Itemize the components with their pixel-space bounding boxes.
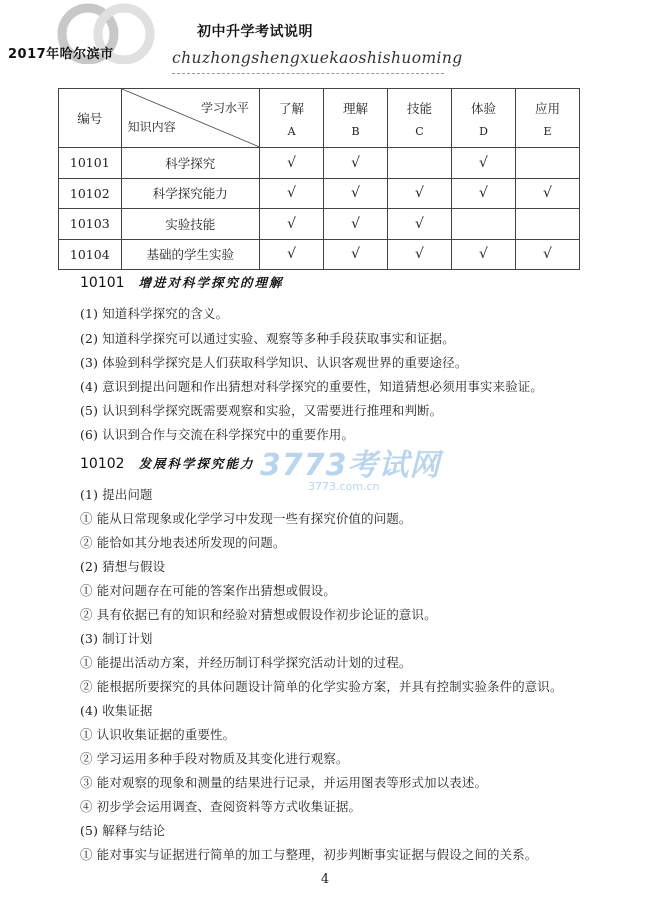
check-cell bbox=[515, 148, 579, 179]
table-row bbox=[59, 209, 580, 240]
check-cell: √ bbox=[388, 239, 452, 270]
row-code: 10103 bbox=[59, 209, 122, 240]
paragraph: ① 能对问题存在可能的答案作出猜想或假设。 bbox=[80, 583, 336, 598]
header-year-city: 2017年哈尔滨市 bbox=[8, 47, 114, 62]
check-cell: √ bbox=[324, 178, 388, 209]
page-number: 4 bbox=[320, 872, 330, 887]
paragraph: (3) 制订计划 bbox=[80, 631, 153, 646]
level-letter: A bbox=[287, 124, 296, 138]
level-name: 应用 bbox=[534, 100, 560, 116]
level-name: 理解 bbox=[343, 100, 369, 116]
check-cell bbox=[515, 209, 579, 240]
paragraph: ② 能根据所要探究的具体问题设计简单的化学实验方案，并具有控制实验条件的意识。 bbox=[80, 679, 563, 694]
level-letter: B bbox=[351, 124, 360, 138]
level-name: 体验 bbox=[470, 100, 496, 116]
paragraph: ④ 初步学会运用调查、查阅资料等方式收集证据。 bbox=[80, 799, 362, 814]
level-name: 技能 bbox=[407, 100, 433, 116]
level-header bbox=[515, 89, 579, 148]
check-cell: √ bbox=[260, 239, 324, 270]
check-cell: √ bbox=[260, 209, 324, 240]
paragraph: ① 能对事实与证据进行简单的加工与整理，初步判断事实证据与假设之间的关系。 bbox=[80, 847, 538, 862]
paragraph: (6) 认识到合作与交流在科学探究中的重要作用。 bbox=[80, 427, 355, 442]
check-cell: √ bbox=[388, 209, 452, 240]
check-cell: √ bbox=[515, 178, 579, 209]
check-cell: √ bbox=[452, 148, 516, 179]
check-cell: √ bbox=[260, 178, 324, 209]
site-watermark bbox=[260, 440, 441, 493]
section-title: 增进对科学探究的理解 bbox=[138, 275, 284, 290]
paragraph: ① 能从日常现象或化学学习中发现一些有探究价值的问题。 bbox=[80, 511, 412, 526]
header-pinyin: chuzhongshengxuekaoshishuoming bbox=[172, 49, 463, 67]
paragraph: ① 认识收集证据的重要性。 bbox=[80, 727, 236, 742]
row-code: 10101 bbox=[59, 148, 122, 179]
paragraph: ③ 能对观察的现象和测量的结果进行记录，并运用图表等形式加以表述。 bbox=[80, 775, 488, 790]
paragraph: (1) 提出问题 bbox=[80, 487, 153, 502]
section-title: 发展科学探究能力 bbox=[138, 456, 255, 471]
table-row bbox=[59, 148, 580, 179]
level-header bbox=[452, 89, 516, 148]
code-header: 编号 bbox=[59, 89, 122, 148]
table-header-row bbox=[59, 89, 580, 148]
row-content: 科学探究能力 bbox=[121, 178, 259, 209]
diag-bottom-label: 知识内容 bbox=[127, 120, 176, 134]
check-cell: √ bbox=[260, 148, 324, 179]
check-cell: √ bbox=[324, 239, 388, 270]
check-cell: √ bbox=[324, 209, 388, 240]
section-heading bbox=[80, 454, 255, 472]
diagonal-header-cell bbox=[121, 89, 259, 148]
check-cell: √ bbox=[452, 178, 516, 209]
header-title: 初中升学考试说明 bbox=[197, 24, 313, 40]
level-letter: D bbox=[479, 124, 488, 138]
row-code: 10102 bbox=[59, 178, 122, 209]
watermark-text: 3773考试网 bbox=[260, 448, 441, 483]
level-header bbox=[324, 89, 388, 148]
paragraph: (5) 认识到科学探究既需要观察和实验，又需要进行推理和判断。 bbox=[80, 403, 443, 418]
watermark-url: 3773.com.cn bbox=[308, 480, 380, 493]
check-cell: √ bbox=[324, 148, 388, 179]
paragraph: (5) 解释与结论 bbox=[80, 823, 166, 838]
check-cell bbox=[452, 209, 516, 240]
level-letter: E bbox=[543, 124, 552, 138]
row-code: 10104 bbox=[59, 239, 122, 270]
paragraph: (4) 收集证据 bbox=[80, 703, 153, 718]
paragraph: ① 能提出活动方案，并经历制订科学探究活动计划的过程。 bbox=[80, 655, 412, 670]
check-cell: √ bbox=[388, 178, 452, 209]
row-content: 基础的学生实验 bbox=[121, 239, 259, 270]
level-name: 了解 bbox=[279, 100, 305, 116]
paragraph: (2) 猜想与假设 bbox=[80, 559, 166, 574]
section-heading bbox=[80, 273, 284, 291]
paragraph: (3) 体验到科学探究是人们获取科学知识、认识客观世界的重要途径。 bbox=[80, 355, 468, 370]
paragraph: ② 能恰如其分地表述所发现的问题。 bbox=[80, 535, 286, 550]
paragraph: (4) 意识到提出问题和作出猜想对科学探究的重要性，知道猜想必须用事实来验证。 bbox=[80, 379, 543, 394]
paragraph: ② 具有依据已有的知识和经验对猜想或假设作初步论证的意识。 bbox=[80, 607, 437, 622]
level-header bbox=[260, 89, 324, 148]
check-cell: √ bbox=[452, 239, 516, 270]
section-number: 10102 bbox=[80, 456, 125, 472]
level-letter: C bbox=[415, 124, 424, 138]
table-row bbox=[59, 239, 580, 270]
check-cell bbox=[388, 148, 452, 179]
row-content: 科学探究 bbox=[121, 148, 259, 179]
table-row bbox=[59, 178, 580, 209]
paragraph: (2) 知道科学探究可以通过实验、观察等多种手段获取事实和证据。 bbox=[80, 331, 455, 346]
header-divider bbox=[172, 73, 444, 74]
paragraph: (1) 知道科学探究的含义。 bbox=[80, 306, 229, 321]
paragraph: ② 学习运用多种手段对物质及其变化进行观察。 bbox=[80, 751, 349, 766]
section-number: 10101 bbox=[80, 275, 125, 291]
learning-level-table bbox=[58, 88, 580, 270]
diag-top-label: 学习水平 bbox=[201, 101, 250, 115]
check-cell: √ bbox=[515, 239, 579, 270]
level-header bbox=[388, 89, 452, 148]
row-content: 实验技能 bbox=[121, 209, 259, 240]
